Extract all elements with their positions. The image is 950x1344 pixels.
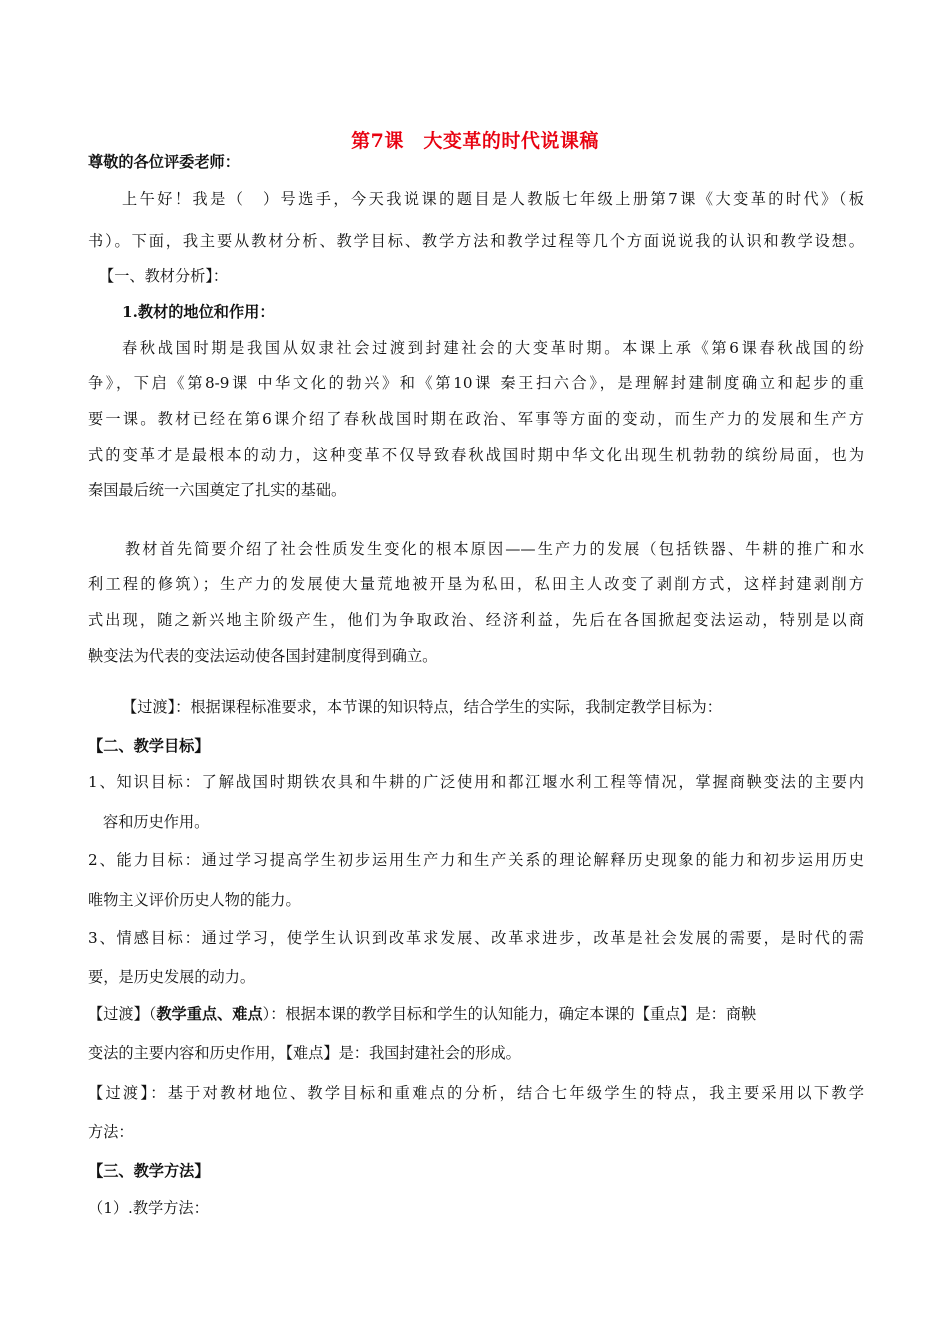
para-1-line-2: 争》，下启《第8-9课 中华文化的勃兴》和《第10课 秦王扫六合》，是理解封建制度确立和起步的重 [88,374,864,392]
goal-3-line-1: 3、情感目标：通过学习，使学生认识到改革求发展、改革求进步，改革是社会发展的需要，是时代的需 [88,929,864,947]
para-2-line-1: 教材首先简要介绍了社会性质发生变化的根本原因——生产力的发展（包括铁器、牛耕的推广和水 [125,540,864,558]
goal-2-line-2: 唯物主义评价历史人物的能力。 [88,891,301,909]
para-1-line-1: 春秋战国时期是我国从奴隶社会过渡到封建社会的大变革时期。本课上承《第6课春秋战国的纷 [122,339,864,357]
document-title: 第7课 大变革的时代说课稿 [351,130,599,152]
transition-2-prefix: 【过渡】（ [88,1005,157,1023]
intro-line-1: 上午好！我是（ ）号选手，今天我说课的题目是人教版七年级上册第7课《大变革的时代》（板 [122,190,864,208]
transition-1: 【过渡】：根据课程标准要求，本节课的知识特点，结合学生的实际，我制定教学目标为： [122,698,722,716]
para-1-line-3: 要一课。教材已经在第6课介绍了春秋战国时期在政治、军事等方面的变动，而生产力的发展和生产方 [88,410,864,428]
section-3-heading: 【三、教学方法】 [88,1162,210,1180]
goal-1-line-1: 1、知识目标：了解战国时期铁农具和牛耕的广泛使用和都江堰水利工程等情况，掌握商鞅变法的主要内 [88,773,864,791]
para-1-line-4: 式的变革才是最根本的动力，这种变革不仅导致春秋战国时期中华文化出现生机勃勃的缤纷局面，也为 [88,446,864,464]
method-1-heading: （1）.教学方法： [88,1199,209,1217]
goal-2-line-1: 2、能力目标：通过学习提高学生初步运用生产力和生产关系的理论解释历史现象的能力和初步运用历史 [88,851,864,869]
goal-3-line-2: 要，是历史发展的动力。 [88,968,256,986]
transition-2-line-2: 变法的主要内容和历史作用，【难点】是：我国封建社会的形成。 [88,1044,521,1062]
key-points-label: 教学重点、难点 [156,1005,263,1023]
para-1-line-5: 秦国最后统一六国奠定了扎实的基础。 [88,481,347,499]
goal-1-line-2: 容和历史作用。 [103,813,210,831]
transition-2-line-1 [88,1004,864,1024]
transition-3-line-2: 方法： [88,1123,134,1141]
section-1-heading: 【一、教材分析】： [99,267,229,285]
para-2-line-2: 利工程的修筑）；生产力的发展使大量荒地被开垦为私田，私田主人改变了剥削方式，这样封建剥削方 [88,575,864,593]
salutation: 尊敬的各位评委老师： [88,153,240,171]
subsection-1-heading: 1.教材的地位和作用： [122,303,275,321]
transition-3-line-1: 【过渡】：基于对教材地位、教学目标和重难点的分析，结合七年级学生的特点，我主要采用以下教学 [88,1084,864,1102]
transition-2-suffix: ）：根据本课的教学目标和学生的认知能力，确定本课的【重点】是：商鞅 [262,1005,757,1023]
intro-line-2: 书）。下面，我主要从教材分析、教学目标、教学方法和教学过程等几个方面说说我的认识和教学设想。 [88,232,864,250]
section-2-heading: 【二、教学目标】 [88,737,210,755]
para-2-line-4: 鞅变法为代表的变法运动使各国封建制度得到确立。 [88,647,438,665]
para-2-line-3: 式出现，随之新兴地主阶级产生，他们为争取政治、经济利益，先后在各国掀起变法运动，特别是以商 [88,611,864,629]
